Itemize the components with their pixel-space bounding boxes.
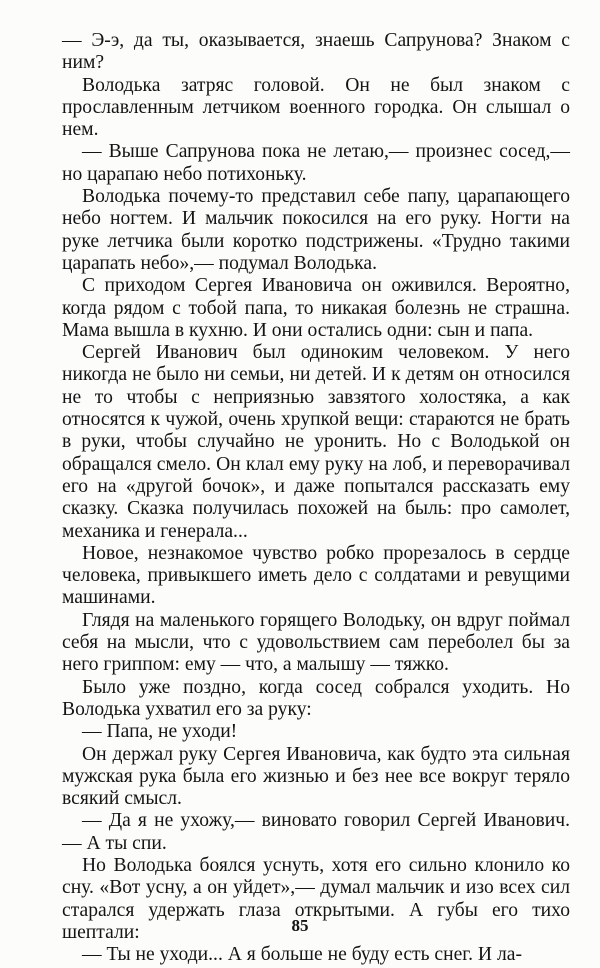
- body-text: [62, 30, 570, 966]
- paragraph: — Выше Сапрунова пока не летаю,— произнес сосед,— но царапаю небо потихоньку.: [62, 141, 570, 185]
- paragraph: Он держал руку Сергея Ивановича, как будто эта сильная мужская рука была его жизнью и без нее все вокруг теряло всякий смысл.: [62, 743, 570, 810]
- paragraph: С приходом Сергея Ивановича он оживился. Вероятно, когда рядом с тобой папа, то никакая болезнь не страшна. Мама вышла в кухню. И они остались одни: сын и папа.: [62, 275, 570, 341]
- paragraph: Сергей Иванович был одиноким человеком. У него никогда не было ни семьи, ни детей. И к детям он относился не то чтобы с неприязнью завзятого холостяка, а как относятся к чужой, очень хрупкой вещи: стараются не брать в руки, чтобы случайно не уронить. Но с Володькой он обращался смело. Он клал ему руку на лоб, и переворачивал его на «другой бочок», и даже попытался рассказать ему сказку. Сказка получилась похожей на быль: про самолет, механика и генерала...: [62, 342, 570, 542]
- paragraph: — Ты не уходи... А я больше не буду есть снег. И ла-: [82, 944, 522, 966]
- paragraph: — Да я не ухожу,— виновато говорил Сергей Иванович.— А ты спи.: [62, 810, 570, 854]
- paragraph: Володька затряс головой. Он не был знаком с прославленным летчиком военного городка. Он слышал о нем.: [62, 74, 570, 141]
- paragraph: Володька почему-то представил себе папу, царапающего небо ногтем. И мальчик покосился на его руку. Ногти на руке летчика были коротко подстрижены. «Трудно такими царапать небо»,— подумал Володька.: [62, 186, 570, 274]
- paragraph: Новое, незнакомое чувство робко прорезалось в сердце человека, привыкшего иметь дело с солдатами и ревущими машинами.: [62, 542, 570, 609]
- paragraph: Было уже поздно, когда сосед собрался уходить. Но Володька ухватил его за руку:: [62, 676, 570, 720]
- paragraph: — Э-э, да ты, оказывается, знаешь Сапрунова? Знаком с ним?: [62, 30, 570, 74]
- paragraph: Глядя на маленького горящего Володьку, он вдруг поймал себя на мысли, что с удовольствием сам переболел бы за него гриппом: ему — что, а малышу — тяжко.: [62, 609, 570, 676]
- paragraph: — Папа, не уходи!: [82, 721, 238, 743]
- paragraph: Но Володька боялся уснуть, хотя его сильно клонило ко сну. «Вот усну, а он уйдет»,— думал мальчик и изо всех сил старался удержать глаза открытыми. А губы его тихо шептали:: [62, 854, 570, 943]
- page-number: 85: [291, 916, 309, 935]
